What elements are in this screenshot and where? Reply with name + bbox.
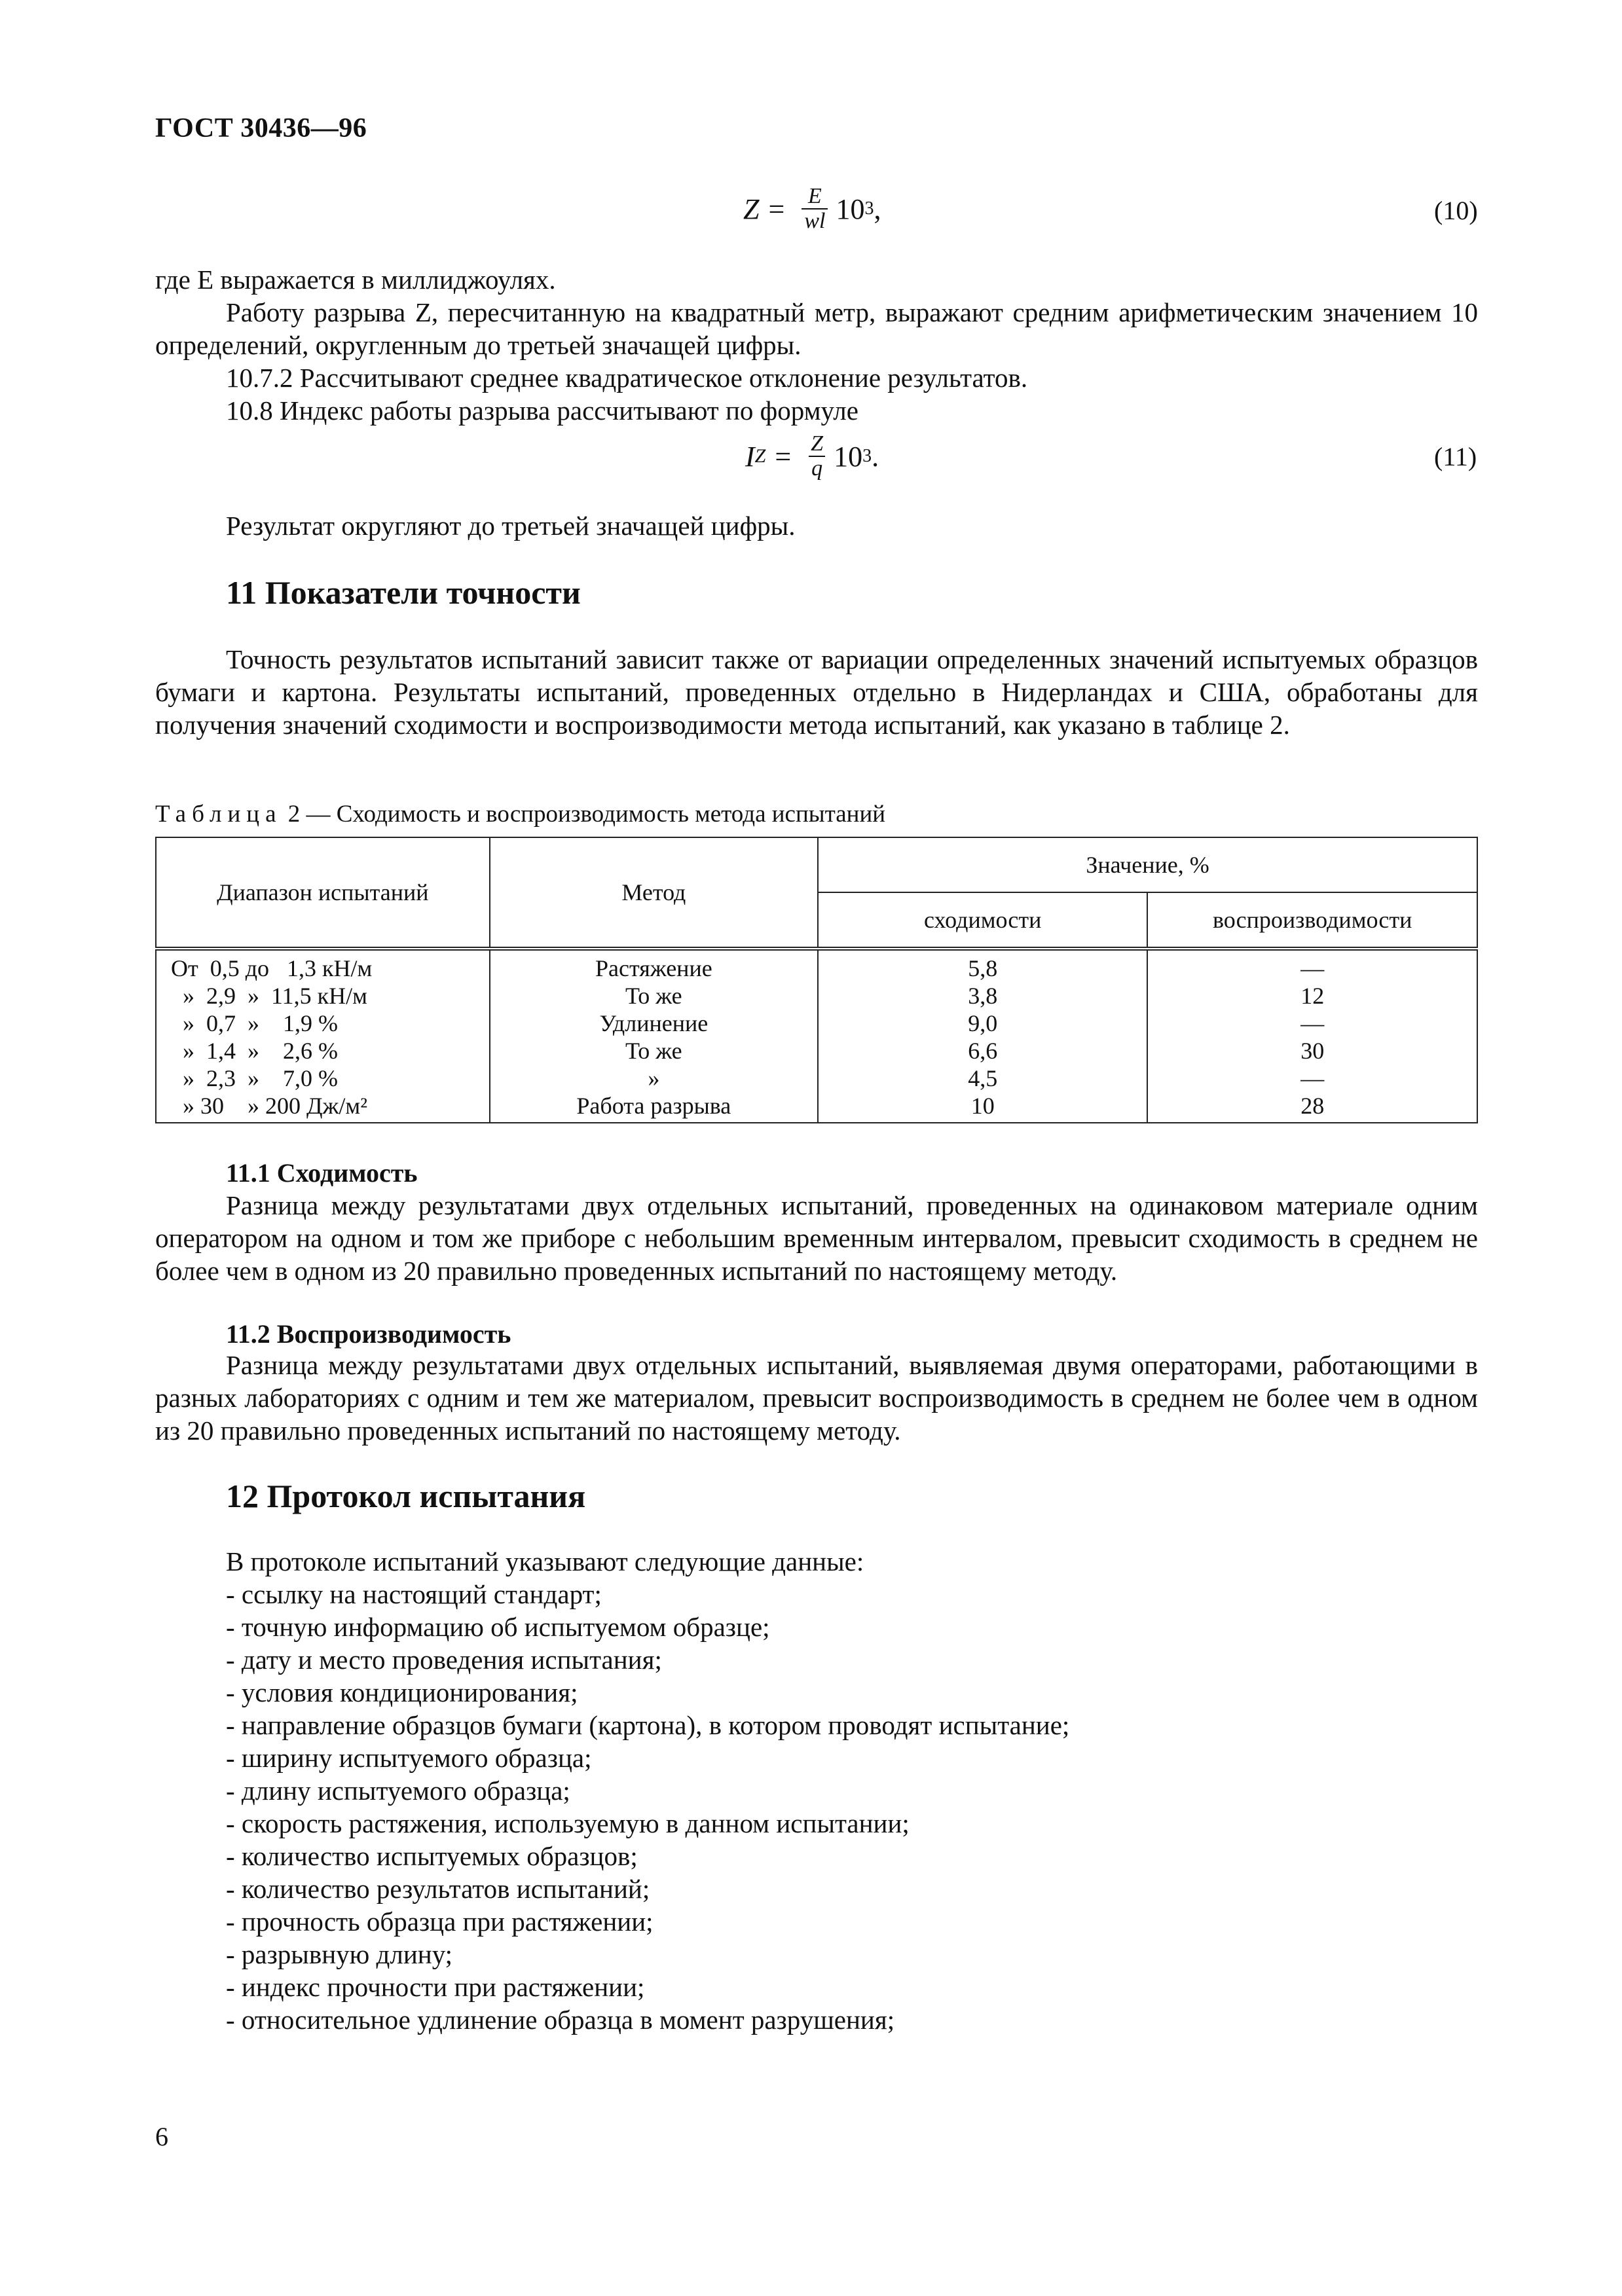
- paragraph-work: Работу разрыва Z, пересчитанную на квадратный метр, выражают средним арифметическим значением 10 определений, округленным до третьей значащей цифры.: [155, 297, 1478, 360]
- list-item: - длину испытуемого образца;: [226, 1776, 570, 1806]
- paragraph-10-7-2: 10.7.2 Рассчитывают среднее квадратическое отклонение результатов.: [226, 363, 1028, 393]
- table-2: [155, 837, 1478, 1123]
- table-cell-method: Растяжение: [595, 955, 712, 981]
- table-cell-convergence: 9,0: [968, 1010, 998, 1036]
- section-11-title: 11 Показатели точности: [226, 574, 581, 611]
- list-item: - количество испытуемых образцов;: [226, 1841, 638, 1871]
- list-item: - ширину испытуемого образца;: [226, 1743, 592, 1773]
- table-cell-range: От 0,5 до 1,3 кН/м: [171, 955, 373, 981]
- table-cell-method: »: [648, 1065, 660, 1091]
- list-item: - условия кондиционирования;: [226, 1677, 578, 1707]
- formula-10-fraction: [802, 185, 828, 233]
- formula-11-numerator: Z: [811, 431, 824, 456]
- list-item: - дату и место проведения испытания;: [226, 1645, 662, 1675]
- table-column-reproducibility: [1147, 949, 1477, 1123]
- subsection-11-1-title: 11.1 Сходимость: [226, 1158, 418, 1188]
- formula-11-lhs: I: [745, 440, 755, 473]
- formula-10-numerator: E: [807, 184, 822, 208]
- subsection-11-2-text: Разница между результатами двух отдельных испытаний, выявляемая двумя операторами, работающими в разных лабораториях с одним и тем же материалом, превысит воспроизводимость в среднем не более чем в одном из 20 правильно проведенных испытаний по настоящему методу.: [155, 1350, 1478, 1446]
- table-cell-convergence: 6,6: [968, 1038, 998, 1064]
- formula-10-number: (10): [1434, 196, 1478, 225]
- table-cell-convergence: 5,8: [968, 955, 998, 981]
- formula-10-exponent: 3: [864, 198, 874, 219]
- paragraph-10-8: 10.8 Индекс работы разрыва рассчитывают по формуле: [226, 395, 858, 426]
- table-cell-reproducibility: 28: [1300, 1093, 1325, 1119]
- table-cell-method: Удлинение: [599, 1010, 709, 1036]
- formula-11-denominator: q: [809, 456, 825, 481]
- table-cell-convergence: 4,5: [968, 1065, 998, 1091]
- table-cell-method: То же: [625, 983, 682, 1009]
- table-2-caption-rest: 2 — Сходимость и воспроизводимость метода испытаний: [287, 801, 886, 828]
- subsection-11-1-text: Разница между результатами двух отдельных испытаний, проведенных на одинаковом материале одним оператором на одном и том же приборе с небольшим временным интервалом, превысит сходимость в среднем не более чем в одном из 20 правильно проведенных испытаний по настоящему методу.: [155, 1190, 1478, 1286]
- formula-11-tail: .: [872, 440, 879, 473]
- formula-10-base: 10: [836, 192, 865, 225]
- list-item: - скорость растяжения, используемую в данном испытании;: [226, 1808, 910, 1838]
- table-cell-reproducibility: 12: [1300, 983, 1325, 1009]
- table-cell-method: То же: [625, 1038, 682, 1064]
- section-12-title: 12 Протокол испытания: [226, 1478, 586, 1514]
- page-number: 6: [155, 2122, 168, 2151]
- subsection-11-2-title: 11.2 Воспроизводимость: [226, 1319, 511, 1349]
- table-cell-range: » 2,3 » 7,0 %: [171, 1065, 338, 1091]
- table-column-range: [156, 949, 490, 1123]
- list-item: - разрывную длину;: [226, 1939, 453, 1969]
- table-cell-convergence: 3,8: [968, 983, 998, 1009]
- formula-11: I Z = $\frac{Z}{q}$ 10 3 .: [745, 431, 879, 481]
- table-2-caption: [155, 800, 885, 828]
- formula-10: Z = $\frac{E}{wl}$ 10 3 ,: [743, 184, 881, 233]
- paragraph-where: где E выражается в миллиджоулях.: [155, 264, 556, 295]
- table-header-reproducibility: воспроизводимости: [1147, 892, 1477, 949]
- list-item: - прочность образца при растяжении;: [226, 1906, 654, 1937]
- table-header-range: Диапазон испытаний: [156, 837, 490, 949]
- section-12-intro: В протоколе испытаний указывают следующие данные:: [226, 1546, 864, 1576]
- table-cell-convergence: 10: [970, 1093, 995, 1119]
- table-cell-method: Работа разрыва: [576, 1093, 731, 1119]
- list-item: - точную информацию об испытуемом образце;: [226, 1612, 770, 1642]
- list-item: - ссылку на настоящий стандарт;: [226, 1579, 602, 1609]
- table-cell-range: » 30 » 200 Дж/м²: [171, 1093, 368, 1119]
- table-cell-range: » 2,9 » 11,5 кН/м: [171, 983, 367, 1009]
- formula-11-exponent: 3: [862, 446, 872, 466]
- list-item: - индекс прочности при растяжении;: [226, 1972, 645, 2002]
- protocol-list: [226, 1578, 1470, 2036]
- table-column-convergence: [818, 949, 1147, 1123]
- table-2-caption-word: Таблица: [155, 801, 282, 828]
- table-cell-range: » 1,4 » 2,6 %: [171, 1038, 338, 1064]
- section-11-text: Точность результатов испытаний зависит также от вариации определенных значений испытуемых образцов бумаги и картона. Результаты испытаний, проведенных отдельно в Нидерландах и США, обработаны для получения значений сходимости и воспроизводимости метода испытаний, как указано в таблице 2.: [155, 644, 1478, 740]
- table-header-method: Метод: [490, 837, 818, 949]
- list-item: - относительное удлинение образца в момент разрушения;: [226, 2005, 895, 2035]
- document-header: ГОСТ 30436—96: [155, 113, 367, 143]
- table-header-convergence: сходимости: [818, 892, 1147, 949]
- formula-10-denominator: wl: [802, 208, 828, 233]
- table-header-value: Значение, %: [818, 837, 1477, 892]
- table-cell-reproducibility: —: [1300, 1065, 1325, 1091]
- list-item: - количество результатов испытаний;: [226, 1874, 650, 1904]
- formula-11-fraction: [808, 432, 826, 481]
- formula-10-tail: ,: [874, 192, 881, 225]
- table-cell-reproducibility: —: [1300, 1010, 1325, 1036]
- table-cell-reproducibility: —: [1300, 955, 1325, 981]
- paragraph-round: Результат округляют до третьей значащей цифры.: [226, 511, 796, 541]
- formula-10-lhs: Z: [743, 192, 760, 225]
- list-item: - направление образцов бумаги (картона), в котором проводят испытание;: [226, 1710, 1070, 1740]
- table-column-method: [490, 949, 818, 1123]
- table-cell-reproducibility: 30: [1300, 1038, 1325, 1064]
- formula-11-number: (11): [1434, 442, 1477, 471]
- formula-11-base: 10: [834, 440, 863, 473]
- table-cell-range: » 0,7 » 1,9 %: [171, 1010, 338, 1036]
- formula-11-lhs-subscript: Z: [754, 445, 766, 467]
